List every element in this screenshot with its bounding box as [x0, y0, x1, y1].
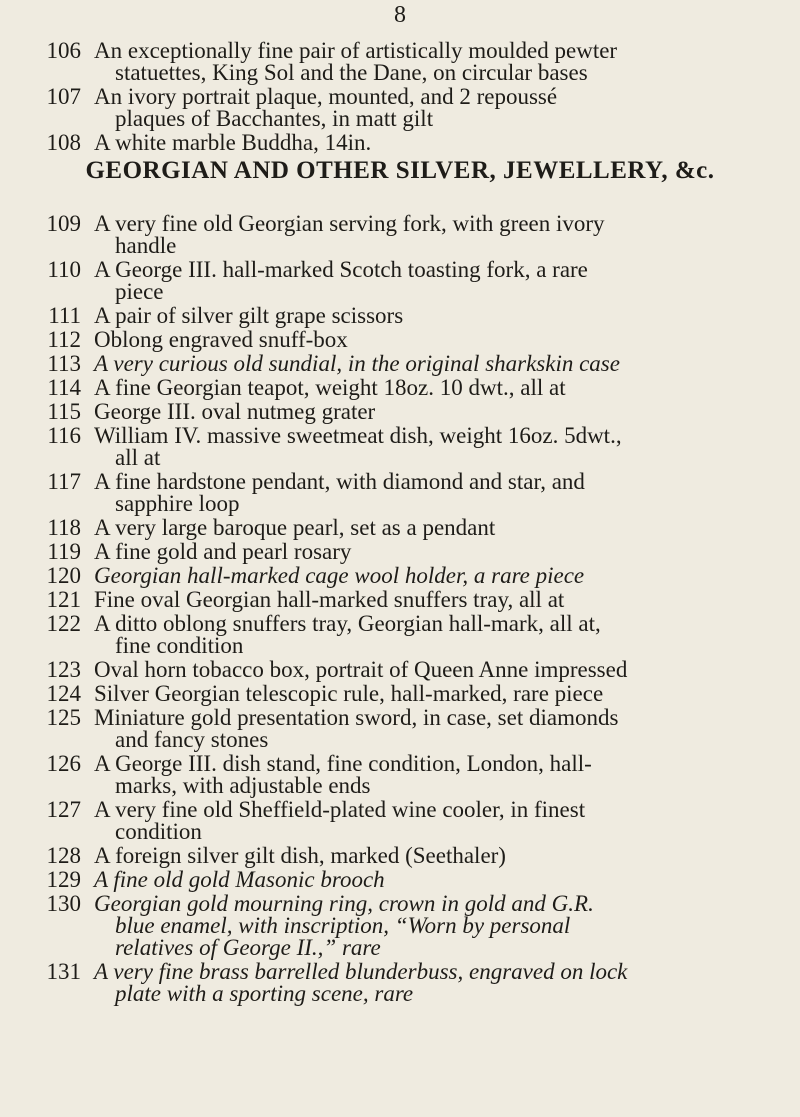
lot-description — [94, 707, 800, 751]
lot-number: 129 — [46, 867, 81, 892]
lot-description-line: Georgian hall-marked cage wool holder, a rare piece — [94, 563, 585, 588]
lot-number: 123 — [46, 657, 81, 682]
section-heading: GEORGIAN AND OTHER SILVER, JEWELLERY, &c. — [85, 157, 715, 184]
lot-description-line: A George III. hall-marked Scotch toasting fork, a rare — [94, 257, 588, 282]
lot-description-line: Oval horn tobacco box, portrait of Queen Anne impressed — [94, 657, 628, 682]
lot-description — [94, 659, 800, 681]
lot-description-continuation: sapphire loop — [115, 491, 240, 516]
lot-entry — [0, 213, 800, 257]
lot-description-line: An exceptionally fine pair of artistically moulded pewter — [94, 38, 618, 63]
lot-description — [94, 329, 800, 351]
lot-description-continuation: fine condition — [115, 633, 244, 658]
lot-description-continuation: all at — [115, 445, 161, 470]
lot-entry — [0, 869, 800, 891]
lot-entry — [0, 541, 800, 563]
lot-number: 124 — [46, 681, 81, 706]
lot-entry — [0, 259, 800, 303]
lot-description — [94, 86, 800, 130]
lot-description-line: Fine oval Georgian hall-marked snuffers tray, all at — [94, 587, 565, 612]
lot-entry — [0, 707, 800, 751]
lot-description — [94, 377, 800, 399]
lot-description — [94, 305, 800, 327]
lot-description — [94, 40, 800, 84]
lot-description-continuation: and fancy stones — [115, 727, 269, 752]
lot-description-line: William IV. massive sweetmeat dish, weight 16oz. 5dwt., — [94, 423, 622, 448]
lot-number: 128 — [46, 843, 81, 868]
lot-description-continuation: statuettes, King Sol and the Dane, on circular bases — [115, 60, 588, 85]
lot-description — [94, 425, 800, 469]
lot-number: 117 — [47, 469, 81, 494]
lot-description — [94, 799, 800, 843]
lot-description-line: A very curious old sundial, in the original sharkskin case — [94, 351, 620, 376]
lot-description-line: Oblong engraved snuff-box — [94, 327, 348, 352]
lot-description-line: A ditto oblong snuffers tray, Georgian hall-mark, all at, — [94, 611, 601, 636]
lot-number: 116 — [47, 423, 81, 448]
lot-entry — [0, 40, 800, 84]
lot-description-line: A very fine brass barrelled blunderbuss, engraved on lock — [94, 959, 628, 984]
lot-description — [94, 613, 800, 657]
lot-number: 108 — [46, 130, 81, 155]
lot-number: 131 — [46, 959, 81, 984]
lot-description-line: A fine Georgian teapot, weight 18oz. 10 dwt., all at — [94, 375, 566, 400]
lot-description — [94, 471, 800, 515]
lot-entry — [0, 353, 800, 375]
lot-entry — [0, 613, 800, 657]
lot-entry — [0, 377, 800, 399]
lot-description — [94, 401, 800, 423]
lot-entry — [0, 589, 800, 611]
lot-description — [94, 541, 800, 563]
lot-description-line: A fine hardstone pendant, with diamond and star, and — [94, 469, 585, 494]
lot-entry — [0, 799, 800, 843]
lot-description-continuation: plaques of Bacchantes, in matt gilt — [115, 106, 434, 131]
lot-number: 126 — [46, 751, 81, 776]
page-number: 8 — [394, 2, 406, 28]
lot-description-line: Georgian gold mourning ring, crown in gold and G.R. — [94, 891, 594, 916]
lot-entry — [0, 517, 800, 539]
lot-entry — [0, 471, 800, 515]
lot-number: 110 — [47, 257, 81, 282]
lot-description — [94, 517, 800, 539]
lot-number: 119 — [47, 539, 81, 564]
lot-number: 125 — [46, 705, 81, 730]
lot-entry — [0, 659, 800, 681]
lot-description-line: A very fine old Georgian serving fork, with green ivory — [94, 211, 605, 236]
lot-description-line: A foreign silver gilt dish, marked (Seethaler) — [94, 843, 506, 868]
lot-description-line: An ivory portrait plaque, mounted, and 2 repoussé — [94, 84, 558, 109]
lot-number: 113 — [47, 351, 81, 376]
lot-description-line: A George III. dish stand, fine condition, London, hall- — [94, 751, 592, 776]
lot-description-line: Silver Georgian telescopic rule, hall-marked, rare piece — [94, 681, 604, 706]
lot-number: 109 — [46, 211, 81, 236]
lot-description-line: A very fine old Sheffield-plated wine cooler, in finest — [94, 797, 586, 822]
lot-entry — [0, 961, 800, 1005]
lot-entry — [0, 845, 800, 867]
lot-description — [94, 893, 800, 959]
lot-description-line: A very large baroque pearl, set as a pendant — [94, 515, 496, 540]
lot-entry — [0, 565, 800, 587]
lot-description — [94, 961, 800, 1005]
lot-description — [94, 565, 800, 587]
lot-description-continuation: plate with a sporting scene, rare — [115, 981, 414, 1006]
lot-description-continuation: relatives of George II.,” rare — [115, 935, 381, 960]
lot-description — [94, 132, 800, 154]
lot-description — [94, 589, 800, 611]
lot-number: 118 — [47, 515, 81, 540]
lot-entry — [0, 753, 800, 797]
lot-entry — [0, 305, 800, 327]
lot-description — [94, 259, 800, 303]
lot-number: 115 — [47, 399, 81, 424]
lot-description — [94, 869, 800, 891]
lot-list-main — [0, 213, 800, 1007]
lot-number: 127 — [46, 797, 81, 822]
lot-number: 120 — [46, 563, 81, 588]
lot-description-line: George III. oval nutmeg grater — [94, 399, 376, 424]
lot-entry — [0, 893, 800, 959]
lot-description — [94, 753, 800, 797]
lot-number: 106 — [46, 38, 81, 63]
lot-description-continuation: condition — [115, 819, 202, 844]
lot-entry — [0, 401, 800, 423]
lot-number: 130 — [46, 891, 81, 916]
lot-number: 107 — [46, 84, 81, 109]
lot-number: 114 — [47, 375, 81, 400]
lot-entry — [0, 132, 800, 154]
lot-description-line: A fine gold and pearl rosary — [94, 539, 352, 564]
lot-entry — [0, 683, 800, 705]
lot-description-line: A pair of silver gilt grape scissors — [94, 303, 404, 328]
lot-description — [94, 213, 800, 257]
lot-description — [94, 353, 800, 375]
lot-description — [94, 845, 800, 867]
lot-description — [94, 683, 800, 705]
lot-description-line: A white marble Buddha, 14in. — [94, 130, 372, 155]
lot-description-continuation: handle — [115, 233, 177, 258]
lot-number: 111 — [48, 303, 81, 328]
lot-list-top — [0, 40, 800, 156]
lot-description-continuation: piece — [115, 279, 164, 304]
lot-description-line: A fine old gold Masonic brooch — [94, 867, 385, 892]
lot-entry — [0, 329, 800, 351]
lot-entry — [0, 86, 800, 130]
lot-entry — [0, 425, 800, 469]
lot-description-line: Miniature gold presentation sword, in case, set diamonds — [94, 705, 619, 730]
lot-description-continuation: marks, with adjustable ends — [115, 773, 371, 798]
lot-description-continuation: blue enamel, with inscription, “Worn by personal — [115, 913, 571, 938]
lot-number: 112 — [47, 327, 81, 352]
lot-number: 121 — [46, 587, 81, 612]
lot-number: 122 — [46, 611, 81, 636]
